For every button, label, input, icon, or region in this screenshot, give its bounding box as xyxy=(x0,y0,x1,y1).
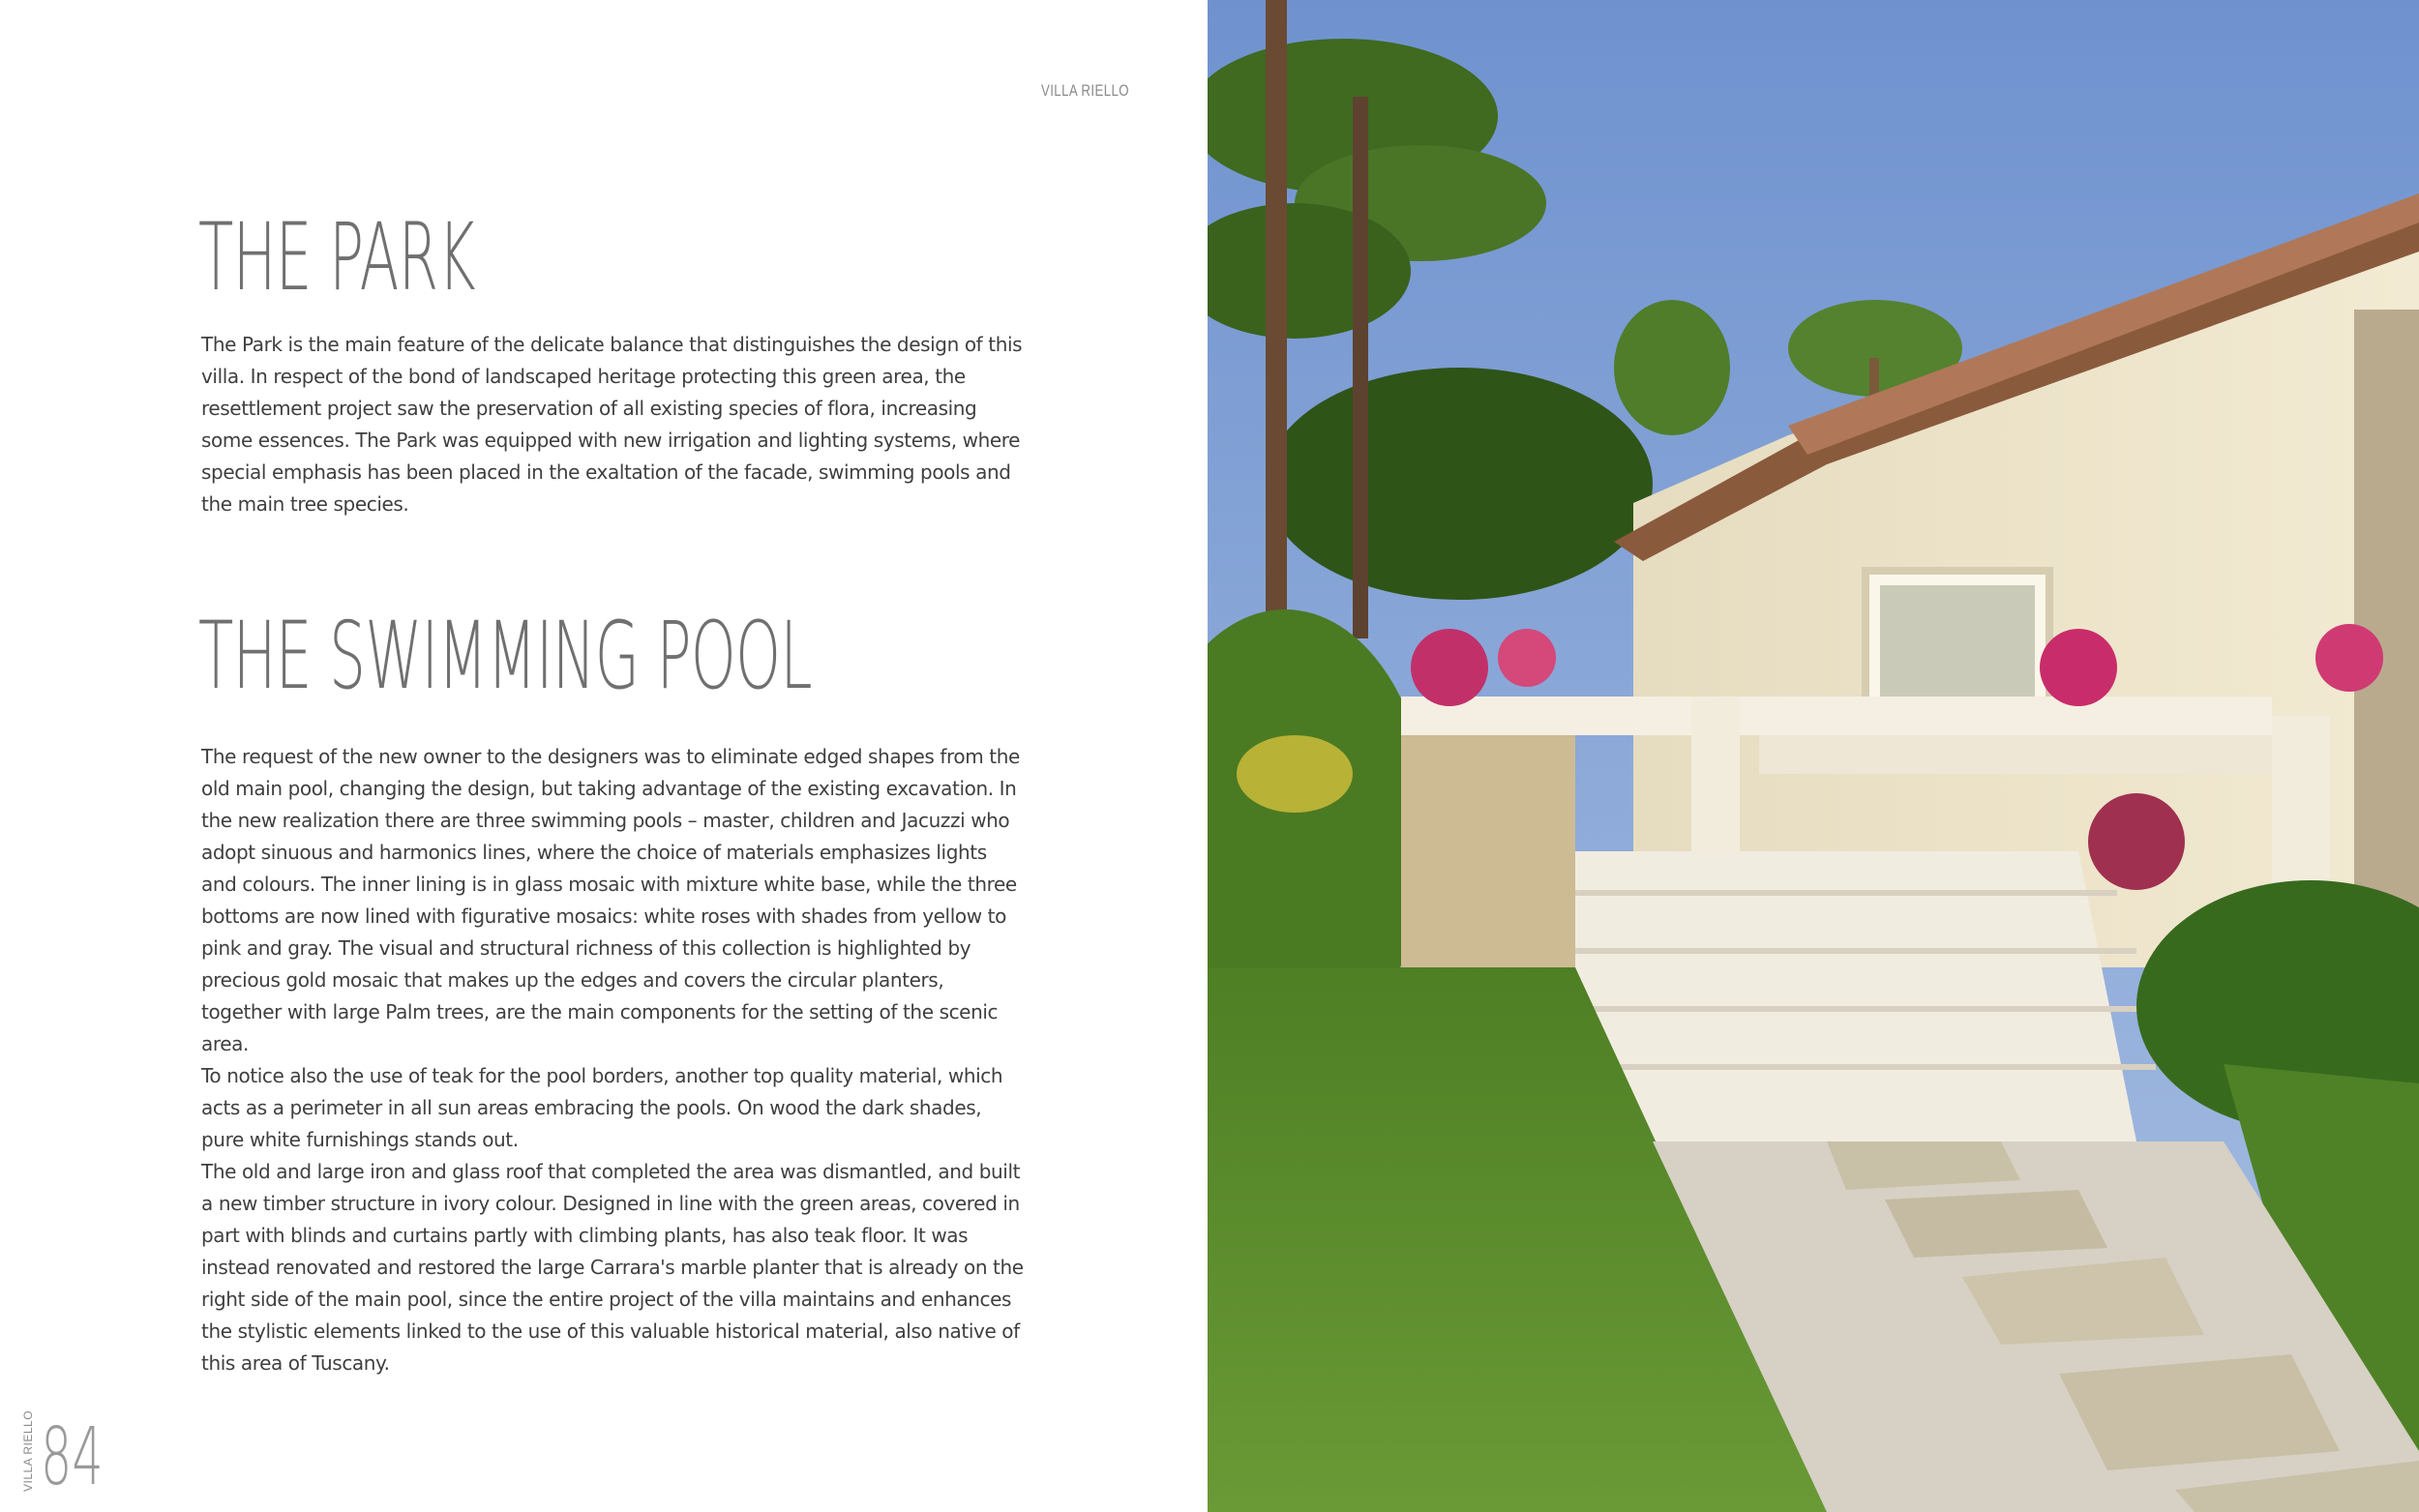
pool-paragraph-1: The request of the new owner to the designers was to eliminate edged shapes from the old main pool, changing the design, but taking advantage of the existing excavation. In the new realization there are three swimming pools – master, children and Jacuzzi who adopt sinuous and harmonics lines, where the choice of materials emphasizes lights and colours. The inner lining is in glass mosaic with mixture white base, while the three bottoms are now lined with figurative mosaics: white roses with shades from yellow to pink and gray. The visual and structural richness of this collection is highlighted by precious gold mosaic that makes up the edges and covers the circular planters, together with large Palm trees, are the main components for the setting of the scenic area. xyxy=(201,745,1020,1055)
pool-paragraph-2: To notice also the use of teak for the pool borders, another top quality material, which acts as a perimeter in all sun areas embracing the pools. On wood the dark shades, pure white furnishings stands out. xyxy=(201,1064,1003,1151)
pool-body xyxy=(201,741,1024,1379)
park-paragraph: The Park is the main feature of the delicate balance that distinguishes the design of this villa. In respect of the bond of landscaped heritage protecting this green area, the resettlement project saw the preservation of all existing species of flora, increasing some essences. The Park was equipped with new irrigation and lighting systems, where special emphasis has been placed in the exaltation of the facade, swimming pools and the main tree species. xyxy=(201,333,1023,516)
park-heading: THE PARK xyxy=(198,203,475,311)
left-page xyxy=(0,0,1208,1512)
park-body xyxy=(201,329,1024,520)
villa-photo xyxy=(1208,0,2419,1512)
stairs xyxy=(1575,851,2156,1141)
pool-heading: THE SWIMMING POOL xyxy=(198,602,812,710)
folio-side-label: VILLA RIELLO xyxy=(21,1409,35,1492)
pool-paragraph-3: The old and large iron and glass roof that completed the area was dismantled, and built a new timber structure in ivory colour. Designed in line with the green areas, covered in part with blinds and curtains partly with climbing plants, has also teak floor. It was instead renovated and restored the large Carrara's marble planter that is already on the right side of the main pool, since the entire project of the villa maintains and enhances the stylistic elements linked to the use of this valuable historical material, also native of this area of Tuscany. xyxy=(201,1160,1024,1375)
running-head: VILLA RIELLO xyxy=(1041,81,1129,100)
page-number: 84 xyxy=(41,1411,104,1503)
